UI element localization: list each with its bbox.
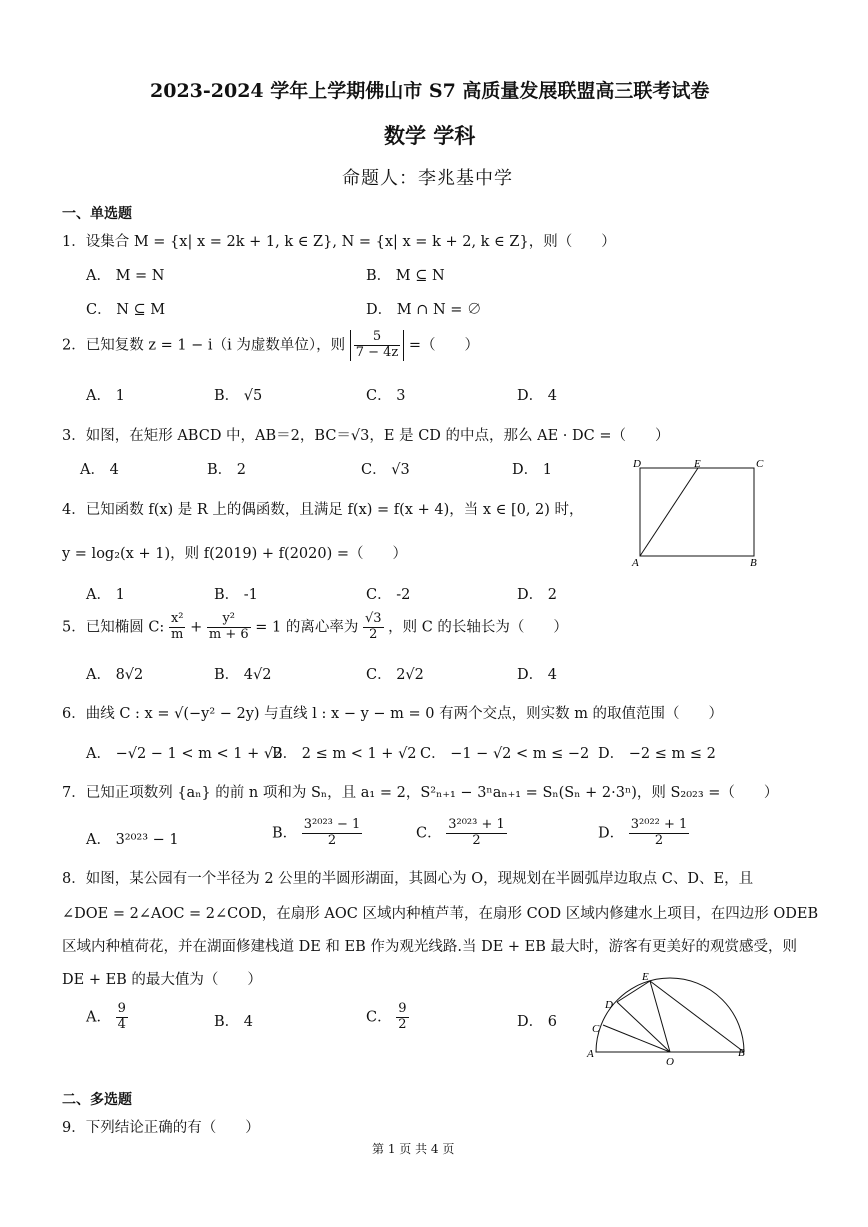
rectangle-shape (640, 468, 754, 556)
question-8-stem-line1: 8．如图，某公园有一个半径为 2 公里的半圆形湖面，其圆心为 O，现规划在半圆弧岸边取点 C、D、E，且 (62, 871, 754, 887)
label-e: E (642, 971, 649, 983)
q7-d-fraction (629, 818, 690, 849)
question-7-stem: 7．已知正项数列 {aₙ} 的前 n 项和为 Sₙ，且 a₁ = 2，S²ₙ₊₁ − 3ⁿaₙ₊₁ = Sₙ(Sₙ + 2·3ⁿ)，则 S₂₀₂₃ =（ ） (62, 785, 779, 801)
label-a: A (632, 557, 639, 569)
question-1-option-b: B． M ⊆ N (366, 268, 445, 284)
q8-a-num: 9 (117, 1001, 126, 1016)
label-d: D (633, 458, 641, 470)
question-5-fraction-y (207, 612, 251, 643)
question-5-option-d: D． 4 (517, 667, 557, 683)
label-e: E (694, 458, 701, 470)
question-9-stem: 9．下列结论正确的有（ ） (62, 1120, 260, 1136)
label-c: C (592, 1023, 600, 1035)
question-4-option-c: C． -2 (366, 587, 411, 603)
question-7-option-c (416, 818, 507, 849)
label-o: O (666, 1056, 674, 1068)
semicircle-outline (596, 978, 744, 1052)
question-3-option-b: B． 2 (207, 462, 246, 478)
page-footer: 第 1 页 共 4 页 (372, 1142, 455, 1156)
label-d: D (605, 999, 613, 1011)
question-5-fraction-x (169, 612, 186, 643)
radius-oc (603, 1025, 670, 1052)
semicircle-lake-figure (586, 968, 756, 1068)
section-heading-multiple-choice: 二、多选题 (62, 1092, 132, 1108)
q7-c-den: 2 (472, 832, 481, 848)
question-3-option-d: D． 1 (512, 462, 552, 478)
label-a: A (587, 1048, 594, 1060)
q5-f2-den: m + 6 (208, 626, 249, 642)
question-5-stem (62, 612, 568, 643)
question-2-option-b: B． √5 (214, 388, 263, 404)
question-3-option-a: A． 4 (80, 462, 119, 478)
question-2-fraction-den: 7 − 4z (355, 344, 399, 360)
q5-f1-num: x² (170, 611, 184, 626)
q5-f2-num: y² (207, 612, 251, 628)
rectangle-abcd-figure (628, 456, 768, 570)
radius-od (617, 1002, 670, 1052)
question-4-option-d: D． 2 (517, 587, 557, 603)
q7-d-num: 3²⁰²² + 1 (630, 817, 688, 832)
label-b: B (750, 557, 757, 569)
question-8-stem-line3: 区域内种植荷花，并在湖面修建栈道 DE 和 EB 作为观光线路.当 DE + EB 最大时，游客有更美好的观赏感受，则 (62, 939, 798, 955)
question-5-fraction-e (363, 612, 384, 643)
question-2-stem (62, 330, 479, 361)
question-6-option-c: C． −1 − √2 < m ≤ −2 (420, 746, 590, 762)
question-7-option-a: A． 3²⁰²³ − 1 (86, 832, 179, 848)
q7-c-num: 3²⁰²³ + 1 (448, 817, 505, 832)
question-4-stem-line2: y = log₂(x + 1)，则 f(2019) + f(2020) =（ ） (62, 546, 408, 562)
q8-c-fraction (396, 1002, 408, 1033)
author-line: 命题人：李兆基中学 (342, 168, 513, 189)
q7-d-den: 2 (654, 832, 664, 848)
question-6-stem: 6．曲线 C : x = √(−y² − 2y) 与直线 l : x − y − m = 0 有两个交点，则实数 m 的取值范围（ ） (62, 706, 724, 722)
exam-title: 2023-2024 学年上学期佛山市 S7 高质量发展联盟高三联考试卷 (150, 80, 710, 102)
q5-f3-num: √3 (364, 611, 382, 626)
radius-oe (650, 981, 670, 1052)
question-2-abs-bars (350, 330, 405, 361)
question-3-option-c: C． √3 (361, 462, 410, 478)
q7-b-num: 3²⁰²³ − 1 (303, 817, 361, 832)
question-4-stem-line1: 4．已知函数 f(x) 是 R 上的偶函数，且满足 f(x) = f(x + 4)，当 x ∈ [0, 2) 时， (62, 502, 584, 518)
q7-b-label: B． (272, 825, 298, 842)
question-5-option-a: A． 8√2 (86, 667, 144, 683)
question-2-prefix: 2．已知复数 z = 1 − i（i 为虚数单位），则 (62, 337, 346, 354)
q8-a-label: A． (86, 1009, 111, 1026)
subject-title: 数学 学科 (384, 123, 476, 148)
q7-c-fraction (446, 818, 507, 849)
question-2-fraction (354, 330, 401, 361)
question-5-option-b: B． 4√2 (214, 667, 272, 683)
q7-d-label: D． (598, 825, 625, 842)
question-5-option-c: C． 2√2 (366, 667, 424, 683)
q7-b-fraction (302, 818, 363, 849)
question-2-fraction-num: 5 (354, 330, 401, 346)
question-6-option-b: B． 2 ≤ m < 1 + √2 (272, 746, 417, 762)
q8-c-den: 2 (398, 1016, 407, 1032)
label-b: B (738, 1047, 745, 1059)
question-5-prefix: 5．已知椭圆 C: (62, 619, 165, 636)
question-3-stem: 3．如图，在矩形 ABCD 中，AB＝2，BC＝√3，E 是 CD 的中点，那么 AE · DC =（ ） (62, 428, 670, 444)
question-5-plus: + (190, 619, 203, 636)
question-2-option-d: D． 4 (517, 388, 557, 404)
segment-ae (640, 468, 698, 556)
section-heading-single-choice: 一、单选题 (62, 206, 132, 222)
question-4-option-a: A． 1 (86, 587, 125, 603)
question-1-option-a: A． M = N (86, 268, 165, 284)
q8-c-label: C． (366, 1009, 392, 1026)
q5-f3-den: 2 (369, 626, 378, 642)
question-8-option-a (86, 1002, 128, 1033)
q7-b-den: 2 (327, 832, 337, 848)
question-1-option-c: C． N ⊆ M (86, 302, 166, 318)
question-7-option-d (598, 818, 689, 849)
question-2-option-a: A． 1 (86, 388, 125, 404)
segment-de (617, 981, 650, 1002)
question-8-stem-line2: ∠DOE = 2∠AOC = 2∠COD，在扇形 AOC 区域内种植芦苇，在扇形 COD 区域内修建水上项目，在四边形 ODEB (62, 906, 819, 922)
question-8-stem-line4: DE + EB 的最大值为（ ） (62, 972, 262, 988)
question-4-option-b: B． -1 (214, 587, 258, 603)
q5-f1-den: m (171, 626, 184, 642)
question-6-option-d: D． −2 ≤ m ≤ 2 (598, 746, 716, 762)
question-7-option-b (272, 818, 362, 849)
question-8-option-b: B． 4 (214, 1014, 253, 1030)
label-c: C (756, 458, 764, 470)
question-2-option-c: C． 3 (366, 388, 406, 404)
question-6-option-a: A． −√2 − 1 < m < 1 + √2 (86, 746, 283, 762)
segment-eb (650, 981, 744, 1052)
question-2-suffix: =（ ） (408, 337, 480, 354)
question-5-mid: = 1 的离心率为 (255, 619, 359, 636)
question-8-option-d: D． 6 (517, 1014, 557, 1030)
question-5-suffix: ，则 C 的长轴长为（ ） (388, 619, 568, 636)
q8-a-fraction (116, 1002, 128, 1033)
q7-c-label: C． (416, 825, 442, 842)
q8-c-num: 9 (398, 1001, 407, 1016)
q8-a-den: 4 (117, 1016, 126, 1032)
question-8-option-c (366, 1002, 409, 1033)
question-1-option-d: D． M ∩ N = ∅ (366, 302, 482, 318)
question-1-stem: 1．设集合 M = {x| x = 2k + 1, k ∈ Z}, N = {x| x = k + 2, k ∈ Z}，则（ ） (62, 234, 616, 250)
